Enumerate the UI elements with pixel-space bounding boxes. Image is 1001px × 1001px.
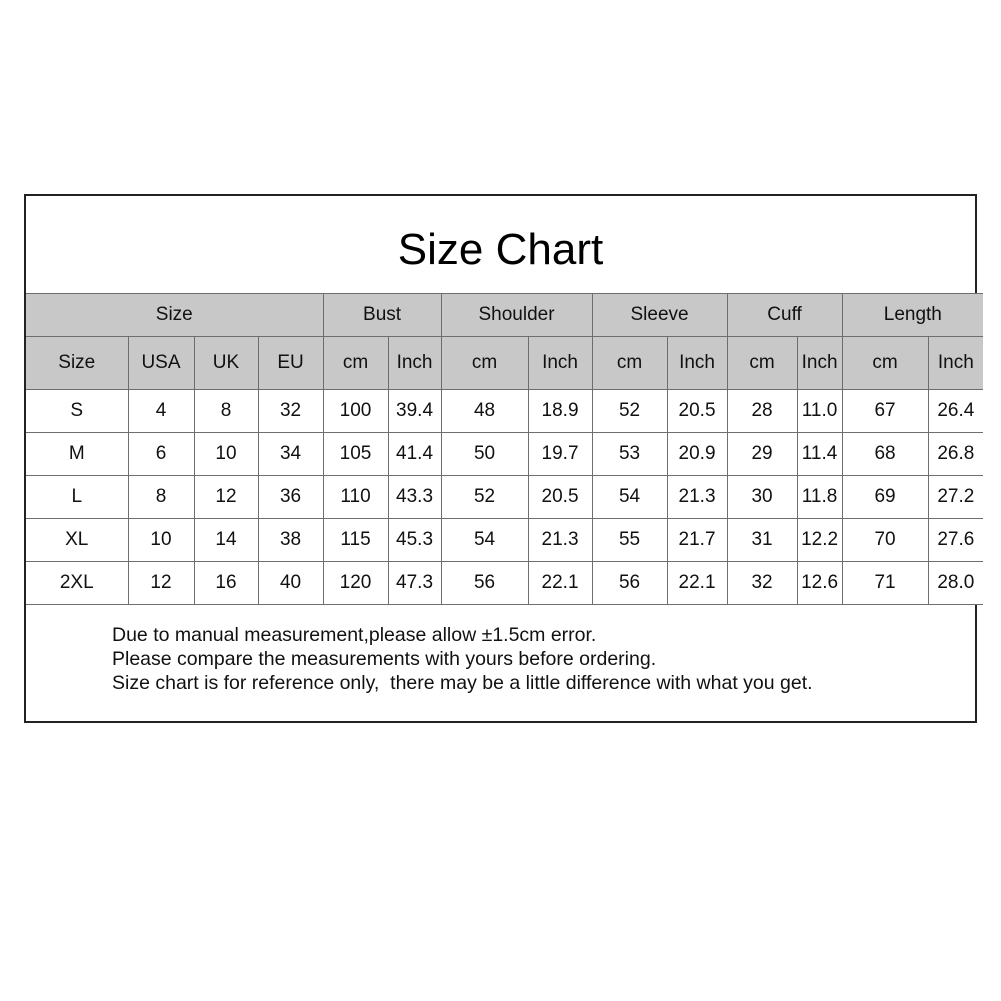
table-cell: 26.4	[928, 390, 983, 433]
table-cell: 12.6	[797, 562, 842, 605]
sub-header-length-cm: cm	[842, 337, 928, 390]
table-cell: 32	[727, 562, 797, 605]
table-cell: 27.6	[928, 519, 983, 562]
table-body	[26, 390, 983, 605]
table-row	[26, 390, 983, 433]
sub-header-shoulder-inch: Inch	[528, 337, 592, 390]
table-cell: 54	[592, 476, 667, 519]
table-cell: 70	[842, 519, 928, 562]
table-row	[26, 476, 983, 519]
table-cell: 14	[194, 519, 258, 562]
table-cell: 21.7	[667, 519, 727, 562]
table-cell: 26.8	[928, 433, 983, 476]
table-cell: 68	[842, 433, 928, 476]
table-row	[26, 562, 983, 605]
group-header-row	[26, 294, 983, 337]
group-header-sleeve: Sleeve	[592, 294, 727, 337]
note-line: Size chart is for reference only, there may be a little difference with what you get.	[112, 672, 813, 694]
table-cell: 16	[194, 562, 258, 605]
table-cell: 10	[128, 519, 194, 562]
notes	[112, 623, 813, 695]
table-cell: 12	[128, 562, 194, 605]
sub-header-sleeve-cm: cm	[592, 337, 667, 390]
sub-header-size: Size	[26, 337, 128, 390]
table-cell: M	[26, 433, 128, 476]
table-cell: 10	[194, 433, 258, 476]
table-cell: 120	[323, 562, 388, 605]
table-cell: L	[26, 476, 128, 519]
table-cell: 28	[727, 390, 797, 433]
table-row	[26, 433, 983, 476]
table-cell: 20.5	[667, 390, 727, 433]
size-table	[26, 293, 983, 605]
table-cell: 38	[258, 519, 323, 562]
table-cell: 56	[592, 562, 667, 605]
table-cell: 21.3	[528, 519, 592, 562]
table-cell: 22.1	[528, 562, 592, 605]
note-line: Due to manual measurement,please allow ±1.5cm error.	[112, 624, 597, 646]
sub-header-bust-inch: Inch	[388, 337, 441, 390]
table-row	[26, 519, 983, 562]
table-cell: 11.0	[797, 390, 842, 433]
table-cell: 29	[727, 433, 797, 476]
table-cell: 55	[592, 519, 667, 562]
sub-header-bust-cm: cm	[323, 337, 388, 390]
table-cell: 50	[441, 433, 528, 476]
table-cell: 100	[323, 390, 388, 433]
table-cell: 18.9	[528, 390, 592, 433]
table-cell: 6	[128, 433, 194, 476]
group-header-length: Length	[842, 294, 983, 337]
table-cell: 21.3	[667, 476, 727, 519]
table-cell: 39.4	[388, 390, 441, 433]
sub-header-cuff-inch: Inch	[797, 337, 842, 390]
table-cell: 54	[441, 519, 528, 562]
table-cell: 19.7	[528, 433, 592, 476]
size-chart-frame	[24, 194, 977, 723]
table-cell: 45.3	[388, 519, 441, 562]
group-header-size: Size	[26, 294, 323, 337]
note-line: Please compare the measurements with yours before ordering.	[112, 648, 657, 670]
sub-header-eu: EU	[258, 337, 323, 390]
table-cell: 20.5	[528, 476, 592, 519]
table-cell: 56	[441, 562, 528, 605]
sub-header-sleeve-inch: Inch	[667, 337, 727, 390]
sub-header-cuff-cm: cm	[727, 337, 797, 390]
table-cell: 2XL	[26, 562, 128, 605]
table-cell: 48	[441, 390, 528, 433]
sub-header-shoulder-cm: cm	[441, 337, 528, 390]
table-cell: 27.2	[928, 476, 983, 519]
table-cell: XL	[26, 519, 128, 562]
table-cell: 40	[258, 562, 323, 605]
table-cell: 52	[592, 390, 667, 433]
table-cell: 31	[727, 519, 797, 562]
table-cell: 105	[323, 433, 388, 476]
table-cell: 67	[842, 390, 928, 433]
table-cell: 71	[842, 562, 928, 605]
group-header-cuff: Cuff	[727, 294, 842, 337]
table-cell: 53	[592, 433, 667, 476]
chart-title: Size Chart	[397, 225, 604, 274]
table-cell: 8	[128, 476, 194, 519]
table-cell: 32	[258, 390, 323, 433]
table-cell: 43.3	[388, 476, 441, 519]
table-cell: 34	[258, 433, 323, 476]
table-cell: 28.0	[928, 562, 983, 605]
table-cell: 115	[323, 519, 388, 562]
table-cell: 47.3	[388, 562, 441, 605]
table-cell: 12.2	[797, 519, 842, 562]
sub-header-uk: UK	[194, 337, 258, 390]
table-cell: 52	[441, 476, 528, 519]
table-cell: 22.1	[667, 562, 727, 605]
table-cell: 69	[842, 476, 928, 519]
sub-header-row	[26, 337, 983, 390]
table-cell: 8	[194, 390, 258, 433]
group-header-bust: Bust	[323, 294, 441, 337]
table-cell: 4	[128, 390, 194, 433]
table-cell: 12	[194, 476, 258, 519]
table-cell: 11.4	[797, 433, 842, 476]
table-cell: 30	[727, 476, 797, 519]
sub-header-length-inch: Inch	[928, 337, 983, 390]
group-header-shoulder: Shoulder	[441, 294, 592, 337]
sub-header-usa: USA	[128, 337, 194, 390]
table-cell: 110	[323, 476, 388, 519]
table-cell: 41.4	[388, 433, 441, 476]
table-cell: 11.8	[797, 476, 842, 519]
table-cell: 20.9	[667, 433, 727, 476]
table-cell: 36	[258, 476, 323, 519]
table-cell: S	[26, 390, 128, 433]
